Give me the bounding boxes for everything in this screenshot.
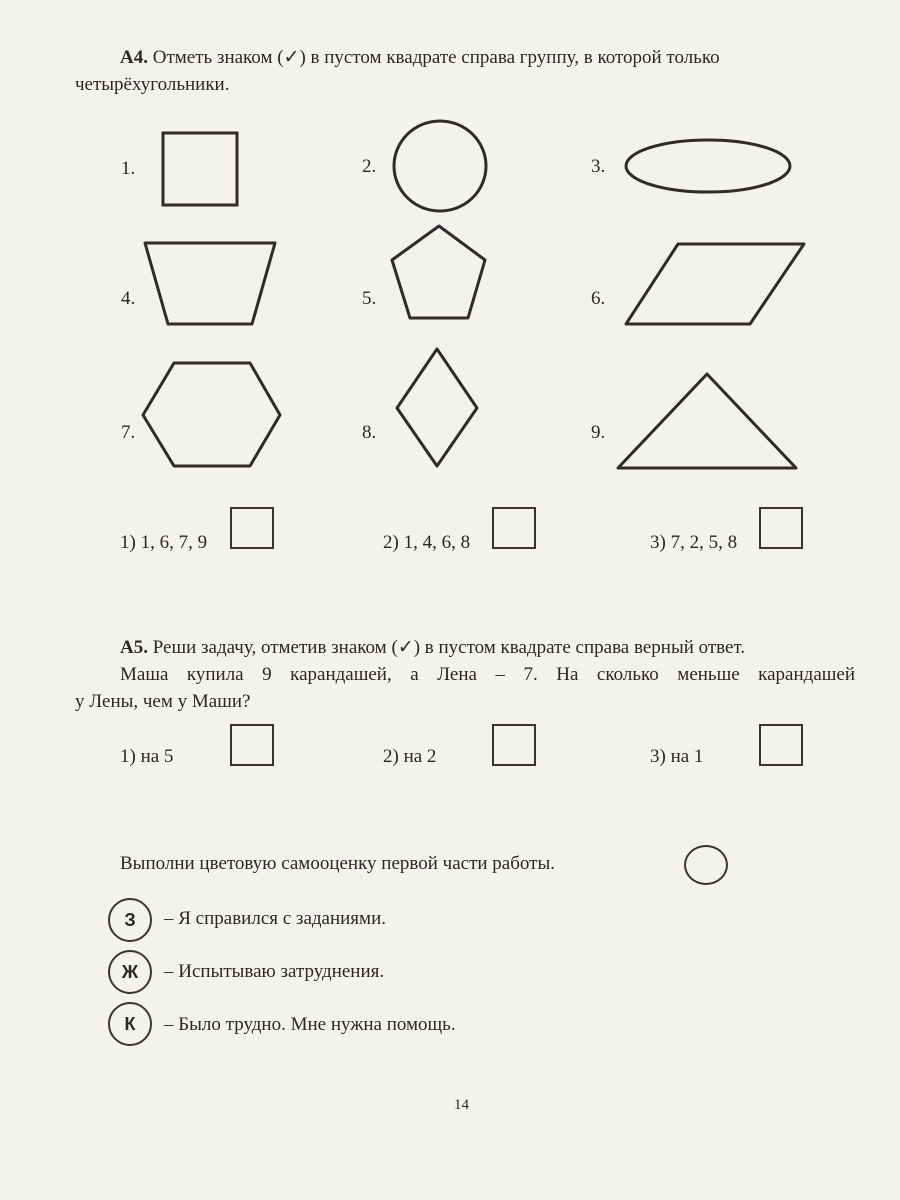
task-a4-instruction: Отметь знаком (✓) в пустом квадрате справа группу, в которой только xyxy=(152,47,720,68)
self-assessment-circle[interactable] xyxy=(684,845,728,885)
parallelogram-icon xyxy=(622,240,808,328)
legend-green-text: – Я справился с заданиями. xyxy=(164,908,386,929)
shape-number-9: 9. xyxy=(591,422,606,443)
option-a5-2-label: 2) на 2 xyxy=(383,746,437,767)
answer-box-a4-2[interactable] xyxy=(492,507,536,549)
ellipse-icon xyxy=(622,136,794,196)
shape-number-7: 7. xyxy=(121,422,136,443)
self-assessment-prompt: Выполни цветовую самооценку первой части работы. xyxy=(120,853,555,874)
task-a4-line2: четырёхугольники. xyxy=(75,74,230,95)
task-a5-instruction: Реши задачу, отметив знаком (✓) в пустом квадрате справа верный ответ. xyxy=(152,637,746,658)
shape-number-2: 2. xyxy=(362,156,377,177)
answer-box-a4-1[interactable] xyxy=(230,507,274,549)
pentagon-icon xyxy=(388,222,490,324)
shape-number-1: 1. xyxy=(121,158,136,179)
page-number: 14 xyxy=(454,1097,469,1113)
legend-yellow-circle: Ж xyxy=(108,950,152,994)
legend-red-text: – Было трудно. Мне нужна помощь. xyxy=(164,1014,456,1035)
circle-icon xyxy=(390,118,490,214)
task-a5-problem-line1: Маша купила 9 карандашей, а Лена – 7. На сколько меньше карандашей xyxy=(120,664,855,685)
shape-number-8: 8. xyxy=(362,422,377,443)
triangle-icon xyxy=(614,370,800,472)
legend-yellow-text: – Испытываю затруднения. xyxy=(164,961,385,982)
answer-box-a5-2[interactable] xyxy=(492,724,536,766)
shape-number-5: 5. xyxy=(362,288,377,309)
rhombus-icon xyxy=(394,346,480,470)
option-a4-2-label: 2) 1, 4, 6, 8 xyxy=(383,532,471,553)
option-a5-3-label: 3) на 1 xyxy=(650,746,704,767)
legend-green-circle: З xyxy=(108,898,152,942)
option-a4-3-label: 3) 7, 2, 5, 8 xyxy=(650,532,738,553)
square-icon xyxy=(160,130,240,210)
task-a5-problem-line2: у Лены, чем у Маши? xyxy=(75,691,251,712)
task-a5-line1 xyxy=(120,635,745,661)
task-a4-label: А4. xyxy=(120,47,148,68)
option-a4-1-label: 1) 1, 6, 7, 9 xyxy=(120,532,208,553)
task-a5-label: А5. xyxy=(120,637,148,658)
shape-number-6: 6. xyxy=(591,288,606,309)
option-a5-1-label: 1) на 5 xyxy=(120,746,174,767)
answer-box-a4-3[interactable] xyxy=(759,507,803,549)
shape-number-4: 4. xyxy=(121,288,136,309)
trapezoid-icon xyxy=(142,240,278,328)
hexagon-icon xyxy=(140,360,284,470)
legend-red-circle: К xyxy=(108,1002,152,1046)
shape-number-3: 3. xyxy=(591,156,606,177)
task-a4-line1 xyxy=(120,45,855,71)
answer-box-a5-3[interactable] xyxy=(759,724,803,766)
answer-box-a5-1[interactable] xyxy=(230,724,274,766)
